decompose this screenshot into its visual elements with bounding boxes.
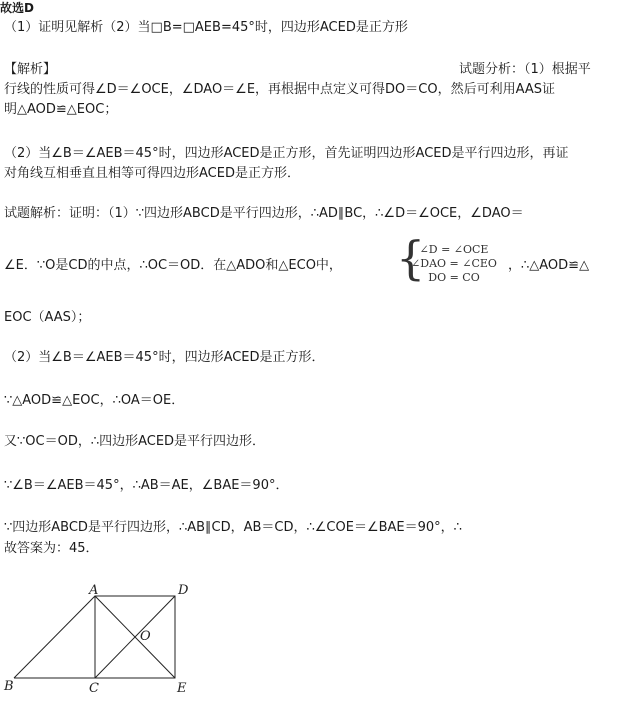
label-e: E xyxy=(177,681,187,696)
solution-line-1: 试题解析：证明：（1）∵四边形ABCD是平行四边形，∴AD∥BC，∴∠D＝∠OCE，∠DAO＝ xyxy=(4,206,524,221)
solution-line-2: ∠E．∵O是CD的中点，∴OC＝OD．在△ADO和△ECO中， xyxy=(4,258,342,273)
solution-line-8: ∵四边形ABCD是平行四边形，∴AB∥CD，AB＝CD，∴∠COE＝∠BAE＝90°，∴ xyxy=(4,520,462,535)
solution-line-2b: ，∴△AOD≌△ xyxy=(508,258,590,273)
solution-line-6: 又∵OC＝OD，∴四边形ACED是平行四边形． xyxy=(4,434,266,449)
analysis-tag: 【解析】 xyxy=(4,62,57,77)
system-eq-2: ∠DAO = ∠CEO xyxy=(411,257,497,270)
solution-line-5: ∵△AOD≌△EOC，∴OA＝OE． xyxy=(4,393,185,408)
label-c: C xyxy=(89,681,99,696)
system-brace: { xyxy=(396,231,426,285)
label-o: O xyxy=(140,629,151,644)
system-eq-3: DO = CO xyxy=(428,271,480,284)
analysis-line-3: 明△AOD≌△EOC； xyxy=(4,102,118,117)
label-a: A xyxy=(89,583,99,598)
system-eq-1: ∠D = ∠OCE xyxy=(419,243,489,256)
equation-system xyxy=(396,231,504,285)
segment-ab xyxy=(14,596,95,678)
header-text: 故选D xyxy=(0,1,34,15)
analysis-label: 试题分析：（1）根据平 xyxy=(459,62,591,77)
analysis-line-2: 行线的性质可得∠D＝∠OCE，∠DAO＝∠E，再根据中点定义可得DO＝CO，然后可利用AAS证 xyxy=(4,82,555,97)
solution-line-9: 故答案为：45． xyxy=(4,541,99,556)
label-b: B xyxy=(4,679,14,694)
label-d: D xyxy=(178,583,189,598)
geometry-figure xyxy=(0,582,200,702)
solution-line-3: EOC（AAS）； xyxy=(4,310,91,325)
analysis-line-4: （2）当∠B＝∠AEB＝45°时，四边形ACED是正方形，首先证明四边形ACED是平行四边形，再证 xyxy=(4,146,569,161)
analysis-line-5: 对角线互相垂直且相等可得四边形ACED是正方形． xyxy=(4,166,300,181)
solution-line-7: ∵∠B＝∠AEB＝45°，∴AB＝AE，∠BAE＝90°． xyxy=(4,478,289,493)
answer-line: （1）证明见解析（2）当□B=□AEB=45°时，四边形ACED是正方形 xyxy=(4,20,408,35)
solution-line-4: （2）当∠B＝∠AEB＝45°时，四边形ACED是正方形． xyxy=(4,350,325,365)
